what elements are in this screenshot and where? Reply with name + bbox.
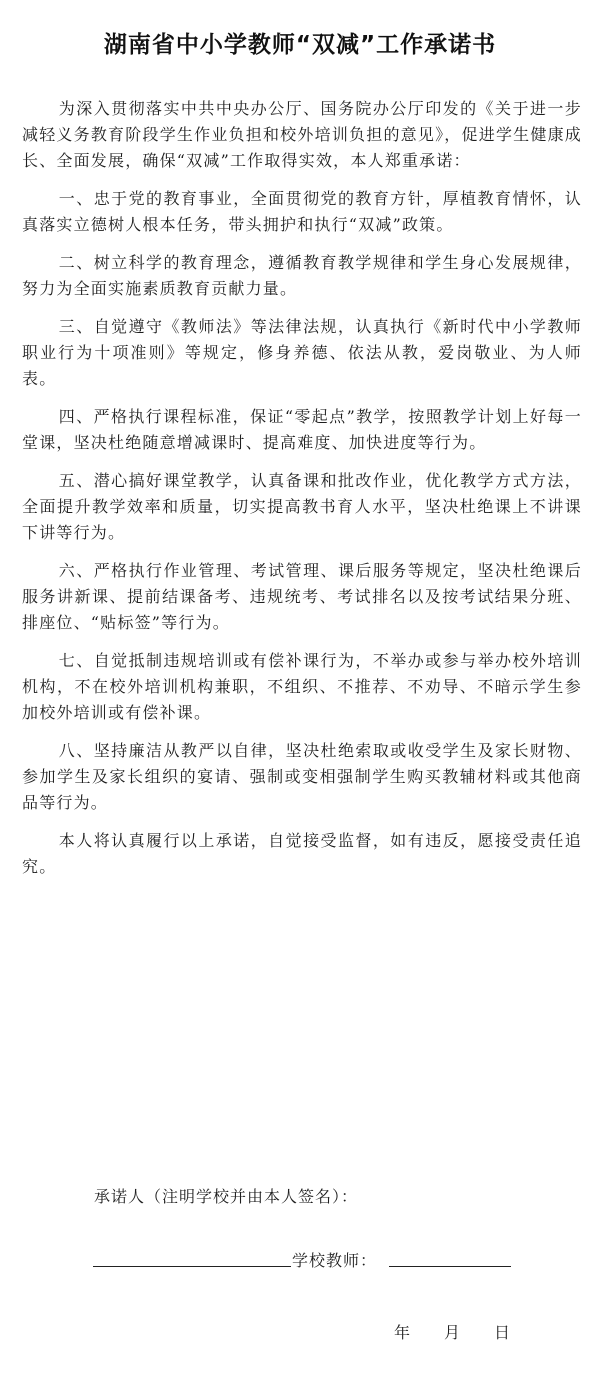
date-row xyxy=(0,1320,600,1344)
paragraph-intro: 为深入贯彻落实中共中央办公厅、国务院办公厅印发的《关于进一步减轻义务教育阶段学生作业负担和校外培训负担的意见》，促进学生健康成长、全面发展，确保“双减”工作取得实效，本人郑重承诺： xyxy=(22,99,582,170)
date-day-label: 日 xyxy=(494,1323,511,1342)
teacher-signature-line xyxy=(389,1266,511,1267)
paragraph-item-8: 八、坚持廉洁从教严以自律，坚决杜绝索取或收受学生及家长财物、参加学生及家长组织的宴请、强制或变相强制学生购买教辅材料或其他商品等行为。 xyxy=(22,741,582,812)
paragraph-item-1: 一、忠于党的教育事业，全面贯彻党的教育方针，厚植教育情怀，认真落实立德树人根本任务，带头拥护和执行“双减”政策。 xyxy=(22,189,582,234)
teacher-label: 学校教师： xyxy=(292,1251,378,1270)
paragraph-item-4: 四、严格执行课程标准，保证“零起点”教学，按照教学计划上好每一堂课，坚决杜绝随意增减课时、提高难度、加快进度等行为。 xyxy=(22,407,582,452)
paragraph-item-7: 七、自觉抵制违规培训或有偿补课行为，不举办或参与举办校外培训机构，不在校外培训机构兼职，不组织、不推荐、不劝导、不暗示学生参加校外培训或有偿补课。 xyxy=(22,651,582,722)
document-body xyxy=(22,96,582,888)
paragraph-item-6: 六、严格执行作业管理、考试管理、课后服务等规定，坚决杜绝课后服务讲新课、提前结课备考、违规统考、考试排名以及按考试结果分班、排座位、“贴标签”等行为。 xyxy=(22,561,582,632)
date-month-label: 月 xyxy=(444,1323,461,1342)
paragraph-closing: 本人将认真履行以上承诺，自觉接受监督，如有违反，愿接受责任追究。 xyxy=(22,831,582,876)
paragraph-item-5: 五、潜心搞好课堂教学，认真备课和批改作业，优化教学方式方法，全面提升教学效率和质量，切实提高教书育人水平，坚决杜绝课上不讲课下讲等行为。 xyxy=(22,471,582,542)
signature-block xyxy=(0,1178,600,1368)
paragraph-item-2: 二、树立科学的教育理念，遵循教育教学规律和学生身心发展规律，努力为全面实施素质教育贡献力量。 xyxy=(22,253,582,298)
paragraph-item-3: 三、自觉遵守《教师法》等法律法规，认真执行《新时代中小学教师职业行为十项准则》等规定，修身养德、依法从教，爱岗敬业、为人师表。 xyxy=(22,317,582,388)
document-title: 湖南省中小学教师“双减”工作承诺书 xyxy=(103,32,497,58)
promiser-label: 承诺人（注明学校并由本人签名）： xyxy=(94,1187,359,1206)
date-year-label: 年 xyxy=(394,1323,411,1342)
school-signature-line xyxy=(93,1266,291,1267)
